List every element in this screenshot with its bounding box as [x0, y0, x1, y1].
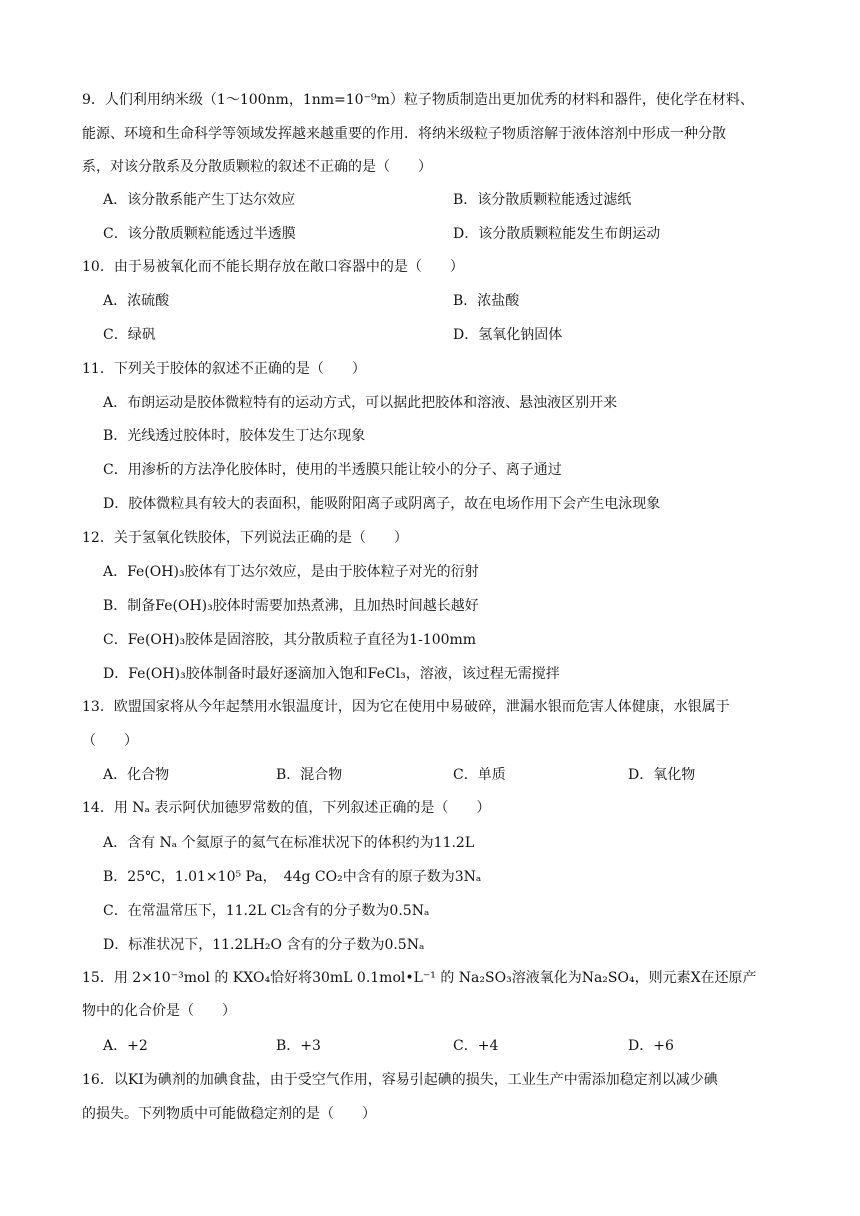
question-13-stem-line-1: 13．欧盟国家将从今年起禁用水银温度计，因为它在使用中易破碎，泄漏水银而危害人体健康，水银属于: [82, 699, 730, 715]
question-14-option-c[interactable]: C．在常温常压下，11.2L Cl₂含有的分子数为0.5Nₐ: [103, 903, 430, 919]
question-13-stem-line-2: （ ）: [82, 733, 138, 749]
question-9-option-b[interactable]: B．该分散质颗粒能透过滤纸: [453, 192, 632, 208]
question-11-option-c-row: [0, 455, 860, 485]
question-9-option-c[interactable]: C．该分散质颗粒能透过半透膜: [103, 226, 296, 242]
question-9-stem-line-2: 能源、环境和生命科学等领域发挥越来越重要的作用．将纳米级粒子物质溶解于液体溶剂中形成一种分散: [82, 126, 726, 142]
question-13-option-b[interactable]: B．混合物: [276, 767, 343, 783]
question-11-option-b-row: [0, 421, 860, 451]
question-15-option-a[interactable]: A．+2: [103, 1038, 148, 1054]
question-14-stem: 14．用 Nₐ 表示阿伏加德罗常数的值，下列叙述正确的是（ ）: [82, 800, 491, 816]
question-13-option-c[interactable]: C．单质: [453, 767, 506, 783]
question-9-option-a[interactable]: A．该分散系能产生丁达尔效应: [103, 192, 296, 208]
question-9-stem-line-1: 9．人们利用纳米级（1～100nm，1nm=10⁻⁹m）粒子物质制造出更加优秀的材料和器件，使化学在材料、: [82, 92, 754, 108]
question-13-option-a[interactable]: A．化合物: [103, 767, 170, 783]
question-14-option-a-row: [0, 828, 860, 858]
question-10-option-d[interactable]: D．氢氧化钠固体: [453, 327, 563, 343]
question-14-option-a[interactable]: A．含有 Nₐ 个氦原子的氦气在标准状况下的体积约为11.2L: [103, 835, 475, 851]
question-9-option-d[interactable]: D．该分散质颗粒能发生布朗运动: [453, 226, 661, 242]
question-11-option-c[interactable]: C．用渗析的方法净化胶体时，使用的半透膜只能让较小的分子、离子通过: [103, 462, 562, 478]
question-14-option-b[interactable]: B．25℃，1.01×10⁵ Pa， 44g CO₂中含有的原子数为3Nₐ: [103, 869, 482, 885]
question-14-option-d-row: [0, 930, 860, 960]
question-15-option-b[interactable]: B．+3: [276, 1038, 321, 1054]
question-14-option-d[interactable]: D．标准状况下，11.2LH₂O 含有的分子数为0.5Nₐ: [103, 937, 425, 953]
question-11-option-d-row: [0, 489, 860, 519]
question-15-option-d[interactable]: D．+6: [628, 1038, 674, 1054]
question-10-option-b[interactable]: B．浓盐酸: [453, 293, 520, 309]
question-12-option-a[interactable]: A．Fe(OH)₃胶体有丁达尔效应，是由于胶体粒子对光的衍射: [103, 564, 479, 580]
question-12-option-d-row: [0, 659, 860, 689]
question-13-options-row: [0, 760, 860, 790]
question-12-option-b[interactable]: B．制备Fe(OH)₃胶体时需要加热煮沸，且加热时间越长越好: [103, 598, 479, 614]
question-15-stem-line-1: 15．用 2×10⁻³mol 的 KXO₄恰好将30mL 0.1mol•L⁻¹ 的 Na₂SO₃溶液氧化为Na₂SO₄，则元素X在还原产: [82, 970, 757, 986]
question-15-stem-line-2: 物中的化合价是（ ）: [82, 1003, 236, 1019]
question-10-option-c[interactable]: C．绿矾: [103, 327, 156, 343]
question-12-stem: 12．关于氢氧化铁胶体，下列说法正确的是（ ）: [82, 530, 408, 546]
question-15-option-c[interactable]: C．+4: [453, 1038, 499, 1054]
question-11-option-a-row: [0, 388, 860, 418]
question-11-option-a[interactable]: A．布朗运动是胶体微粒特有的运动方式，可以据此把胶体和溶液、悬浊液区别开来: [103, 395, 618, 411]
question-13-option-d[interactable]: D．氧化物: [628, 767, 696, 783]
question-12-option-b-row: [0, 591, 860, 621]
question-10-stem: 10．由于易被氧化而不能长期存放在敞口容器中的是（ ）: [82, 259, 464, 275]
question-14-option-c-row: [0, 896, 860, 926]
question-14-option-b-row: [0, 862, 860, 892]
question-16-stem-line-2: 的损失。下列物质中可能做稳定剂的是（ ）: [82, 1106, 376, 1122]
question-9-stem-line-3: 系，对该分散系及分散质颗粒的叙述不正确的是（ ）: [82, 159, 432, 175]
question-10-option-a[interactable]: A．浓硫酸: [103, 293, 170, 309]
question-12-option-c-row: [0, 625, 860, 655]
question-11-stem: 11．下列关于胶体的叙述不正确的是（ ）: [82, 361, 366, 377]
question-16-stem-line-1: 16．以KI为碘剂的加碘食盐，由于受空气作用，容易引起碘的损失，工业生产中需添加稳定剂以减少碘: [82, 1072, 718, 1088]
question-9-options-row-2: [0, 219, 860, 249]
question-11-option-b[interactable]: B．光线透过胶体时，胶体发生丁达尔现象: [103, 428, 366, 444]
question-12-option-c[interactable]: C．Fe(OH)₃胶体是固溶胶，其分散质粒子直径为1-100mm: [103, 632, 477, 648]
question-15-options-row: [0, 1031, 860, 1061]
question-12-option-d[interactable]: D．Fe(OH)₃胶体制备时最好逐滴加入饱和FeCl₃，溶液，该过程无需搅拌: [103, 666, 560, 682]
question-12-option-a-row: [0, 557, 860, 587]
question-11-option-d[interactable]: D．胶体微粒具有较大的表面积，能吸附阳离子或阴离子，故在电场作用下会产生电泳现象: [103, 496, 661, 512]
question-9-options-row-1: [0, 185, 860, 215]
question-10-options-row-2: [0, 320, 860, 350]
question-10-options-row-1: [0, 286, 860, 316]
